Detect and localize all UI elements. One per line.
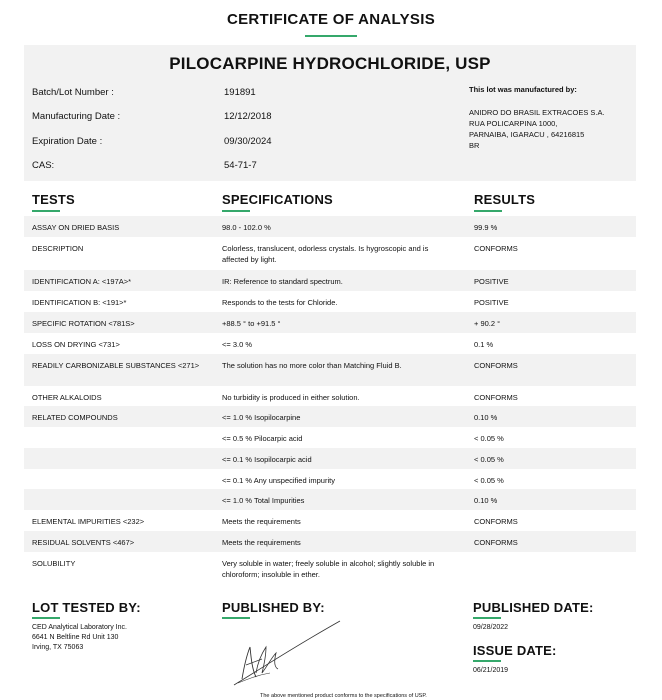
test-specification: <= 0.5 % Pilocarpic acid <box>222 434 303 443</box>
test-specification: Meets the requirements <box>222 538 301 547</box>
test-result: < 0.05 % <box>474 455 504 464</box>
test-result: < 0.05 % <box>474 476 504 485</box>
expiration-date-label: Expiration Date : <box>32 136 103 147</box>
table-row <box>24 489 636 510</box>
product-info-box <box>24 45 636 181</box>
test-specification: <= 0.1 % Any unspecified impurity <box>222 476 335 485</box>
test-specification: Colorless, translucent, odorless crystals. Is hygroscopic and is affected by light. <box>222 244 429 264</box>
test-name: ASSAY ON DRIED BASIS <box>32 223 120 232</box>
manufacturing-date-label: Manufacturing Date : <box>32 111 121 122</box>
test-result: 0.10 % <box>474 496 498 505</box>
issue-date-heading: ISSUE DATE: <box>473 643 557 658</box>
test-name: SOLUBILITY <box>32 559 76 568</box>
test-result: 0.10 % <box>474 413 498 422</box>
product-name: PILOCARPINE HYDROCHLORIDE, USP <box>169 54 491 73</box>
lab-address: 6641 N Beltline Rd Unit 130 <box>32 634 119 641</box>
table-row <box>24 427 636 448</box>
signature-image <box>232 613 344 689</box>
results-header: RESULTS <box>474 192 536 207</box>
table-row <box>24 291 636 312</box>
lot-tested-by-heading: LOT TESTED BY: <box>32 600 141 615</box>
manufacturing-date-value: 12/12/2018 <box>224 111 272 122</box>
lot-tested-by-underline <box>32 617 60 619</box>
test-name: RELATED COMPOUNDS <box>32 413 118 422</box>
test-result: 0.1 % <box>474 340 494 349</box>
test-specification: +88.5 ° to +91.5 ° <box>222 319 281 328</box>
table-row <box>24 216 636 237</box>
issue-date-underline <box>473 660 501 662</box>
specifications-header-underline <box>222 210 250 212</box>
table-row <box>24 333 636 354</box>
test-name: OTHER ALKALOIDS <box>32 393 102 402</box>
published-date-underline <box>473 617 501 619</box>
test-result: CONFORMS <box>474 517 518 526</box>
test-specification: Meets the requirements <box>222 517 301 526</box>
test-result: POSITIVE <box>474 277 509 286</box>
test-specification: Very soluble in water; freely soluble in alcohol; slightly soluble in chloroform; insoluble in ether. <box>222 559 435 579</box>
table-row <box>24 510 636 531</box>
lab-name: CED Analytical Laboratory Inc. <box>32 624 127 631</box>
test-specification: <= 1.0 % Isopilocarpine <box>222 413 301 422</box>
published-date-heading: PUBLISHED DATE: <box>473 600 594 615</box>
table-row <box>24 469 636 489</box>
conformance-statement: The above mentioned product conforms to the specifications of USP. <box>260 693 427 699</box>
test-name: READILY CARBONIZABLE SUBSTANCES <271> <box>32 361 200 370</box>
page-title: CERTIFICATE OF ANALYSIS <box>226 11 436 28</box>
batch-value: 191891 <box>224 87 256 98</box>
cas-label: CAS: <box>32 160 55 171</box>
batch-label: Batch/Lot Number : <box>32 87 114 98</box>
title-underline <box>305 35 357 37</box>
lab-city: Irving, TX 75063 <box>32 644 84 651</box>
test-specification: Responds to the tests for Chloride. <box>222 298 338 307</box>
test-specification: <= 1.0 % Total Impurities <box>222 496 305 505</box>
test-result: 99.9 % <box>474 223 498 232</box>
test-specification: <= 3.0 % <box>222 340 253 349</box>
table-row <box>24 237 636 270</box>
results-header-underline <box>474 210 502 212</box>
table-row <box>24 448 636 469</box>
test-name: LOSS ON DRYING <731> <box>32 340 120 349</box>
table-row <box>24 354 636 386</box>
manufacturer-line: ANIDRO DO BRASIL EXTRACOES S.A. <box>469 108 605 117</box>
tests-header-underline <box>32 210 60 212</box>
test-name: IDENTIFICATION A: <197A>* <box>32 277 132 286</box>
test-result: < 0.05 % <box>474 434 504 443</box>
test-name: RESIDUAL SOLVENTS <467> <box>32 538 135 547</box>
test-specification: The solution has no more color than Matching Fluid B. <box>222 361 402 370</box>
table-row <box>24 312 636 333</box>
test-result: + 90.2 ° <box>474 319 501 328</box>
test-result: CONFORMS <box>474 361 518 370</box>
test-name: IDENTIFICATION B: <191>* <box>32 298 127 307</box>
table-row <box>24 386 636 406</box>
test-specification: 98.0 - 102.0 % <box>222 223 271 232</box>
cas-value: 54-71-7 <box>224 160 257 171</box>
table-row <box>24 406 636 427</box>
expiration-date-value: 09/30/2024 <box>224 136 272 147</box>
test-result: CONFORMS <box>474 393 518 402</box>
manufacturer-line: RUA POLICARPINA 1000, <box>469 119 558 128</box>
published-by-heading: PUBLISHED BY: <box>222 600 325 615</box>
table-row <box>24 270 636 291</box>
issue-date-value: 06/21/2019 <box>473 667 509 674</box>
test-specification: No turbidity is produced in either solution. <box>222 393 360 402</box>
test-name: SPECIFIC ROTATION <781S> <box>32 319 135 328</box>
table-row <box>24 531 636 552</box>
test-result: CONFORMS <box>474 538 518 547</box>
published-date-value: 09/28/2022 <box>473 624 509 631</box>
test-name: ELEMENTAL IMPURITIES <232> <box>32 517 145 526</box>
manufacturer-title: This lot was manufactured by: <box>469 85 577 94</box>
tests-header: TESTS <box>32 192 75 207</box>
test-result: CONFORMS <box>474 244 518 253</box>
manufacturer-line: BR <box>469 141 480 150</box>
test-specification: IR: Reference to standard spectrum. <box>222 277 343 286</box>
test-specification: <= 0.1 % Isopilocarpic acid <box>222 455 312 464</box>
test-result: POSITIVE <box>474 298 509 307</box>
specifications-header: SPECIFICATIONS <box>222 192 333 207</box>
manufacturer-line: PARNAIBA, IGARACU , 64216815 <box>469 130 585 139</box>
table-row <box>24 552 636 584</box>
test-name: DESCRIPTION <box>32 244 84 253</box>
